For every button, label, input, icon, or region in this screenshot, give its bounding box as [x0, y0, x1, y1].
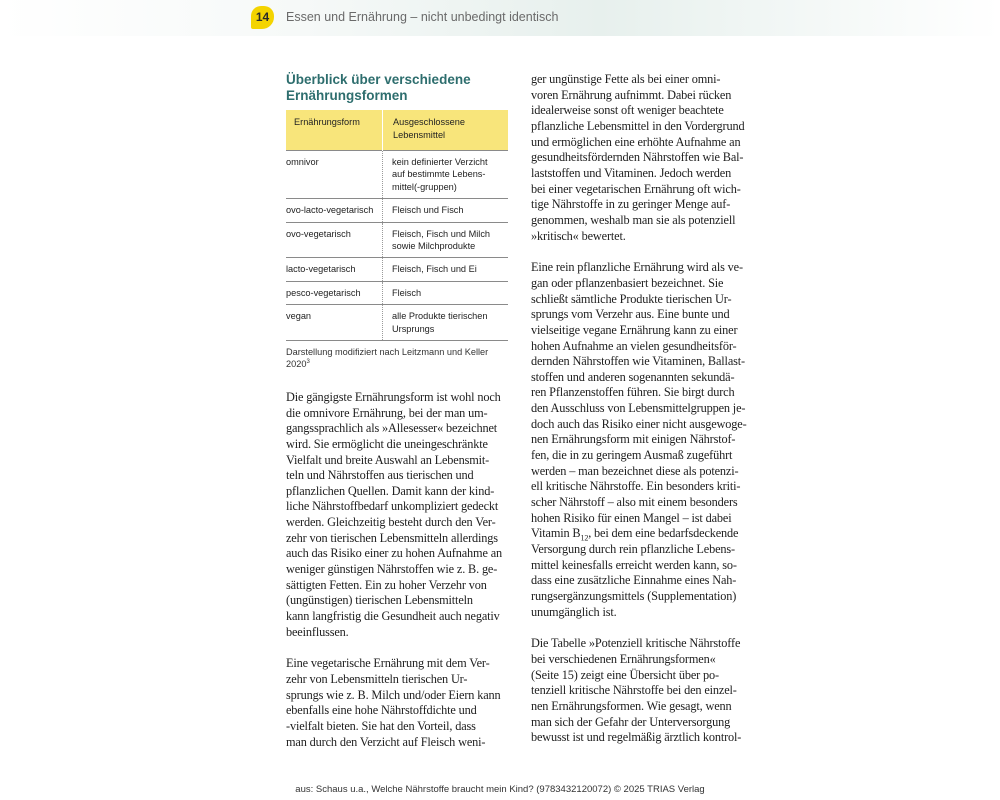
vitamin-b12-subscript: 12: [580, 533, 589, 543]
table-row: [286, 281, 508, 304]
table-cell-form: omnivor: [286, 151, 383, 199]
paragraph-vegan: [531, 260, 756, 620]
paragraph-omnivore: Die gängigste Ernährungsform ist wohl noch die omnivore Ernährung, bei der man um- gangssprachlich als »Allesesser« bezeichnet wird. Sie ermöglicht die uneingeschränkte Vielfalt und breite Auswahl an Lebensmit- teln und Nährstoffen aus tierischen und pflanzlichen Quellen. Damit kann der kind- liche Nährstoffbedarf unkompliziert gedeckt werden. Gleichzeitig besteht durch den Ver- zehr von tierischen Lebensmitteln allerdings auch das Risiko einer zu hohen Aufnahme an weniger günstigen Nährstoffen wie z. B. ge- sättigten Fetten. Ein zu hoher Verzehr von (ungünstigen) tierischen Lebensmitteln kann langfristig die Gesundheit auch negativ beeinflussen.: [286, 389, 503, 639]
table-cell-form: ovo-lacto-vegetarisch: [286, 199, 383, 222]
table-cell-excluded: kein definierter Verzicht auf bestimmte Lebens- mittel(-gruppen): [383, 151, 509, 199]
table-row: [286, 199, 508, 222]
table-row: [286, 305, 508, 341]
footer-citation: aus: Schaus u.a., Welche Nährstoffe braucht mein Kind? (9783432120072) © 2025 TRIAS Verlag: [295, 784, 705, 795]
table-cell-form: vegan: [286, 305, 383, 341]
table-header-form: Ernährungsform: [294, 117, 360, 127]
table-header-excluded: [383, 110, 509, 151]
page-number-badge: 14: [251, 6, 274, 29]
paragraph-vegan-part2: , bei dem eine bedarfsdeckende Versorgung durch rein pflanzliche Lebens- mittel keinesfalls erreicht werden kann, so- dass eine zusätzliche Einnahme eines Nah- rungsergänzungsmittels (Supplementation) unumgänglich ist.: [531, 526, 739, 619]
paragraph-vegan-part1: Eine rein pflanzliche Ernährung wird als ve- gan oder pflanzenbasiert bezeichnet. Sie schließt sämtliche Produkte tierischen Ur- sprungs vom Verzehr aus. Eine bunte und vielseitige vegane Ernährung kann zu einer hohen Aufnahme an vielen gesundheitsför- dernden Nährstoffen wie Vitaminen, Ballast- stoffen und anderen sogenannten sekundä- ren Pflanzenstoffen führen. Sie birgt durch den Ausschluss von Lebensmittelgruppen je- doch auch das Risiko einer nicht ausgewoge- nen Ernährungsform mit einigen Nährstof- fen, die in zu geringem Ausmaß zugeführt werden – man bezeichnet diese als potenzi- ell kritische Nährstoffe. Ein besonders kriti- scher Nährstoff – also mit einem besonders hohen Risiko für einen Mangel – ist dabei Vitamin B: [531, 260, 747, 541]
paragraph-vegetarian: Eine vegetarische Ernährung mit dem Ver- zehr von Lebensmitteln tierischen Ur- sprungs wie z. B. Milch und/oder Eiern kann ebenfalls eine hohe Nährstoffdichte und -vielfalt bieten. Sie hat den Vorteil, dass man durch den Verzicht auf Fleisch weni-: [286, 656, 501, 749]
nutrition-forms-table: [286, 110, 508, 341]
table-caption-line2: [286, 358, 508, 370]
table-row: [286, 258, 508, 281]
table-header-excluded-line2: Lebensmittel: [393, 130, 446, 140]
table-caption: [286, 346, 508, 371]
right-column: [531, 72, 756, 746]
table-cell-excluded: Fleisch: [383, 281, 509, 304]
table-caption-line1: Darstellung modifiziert nach Leitzmann und Keller: [286, 347, 489, 358]
paragraph-vegetarian-continued: ger ungünstige Fette als bei einer omni- voren Ernährung aufnimmt. Dabei rücken idealerweise sonst oft weniger beachtete pflanzliche Lebensmittel in den Vordergrund und ermöglichen eine erhöhte Aufnahme an gesundheitsfördernden Nährstoffen wie Bal- laststoffen und Vitaminen. Jedoch werden bei einer vegetarischen Ernährung oft wich- tige Nährstoffe in zu geringer Menge auf- genommen, weshalb man sie als potenziell »kritisch« bewertet.: [531, 72, 745, 243]
table-cell-form: lacto-vegetarisch: [286, 258, 383, 281]
table-row: [286, 222, 508, 258]
table-cell-excluded: Fleisch, Fisch und Ei: [383, 258, 509, 281]
table-cell-excluded: Fleisch und Fisch: [383, 199, 509, 222]
header-bar: [0, 0, 1000, 36]
table-cell-excluded: alle Produkte tierischen Ursprungs: [383, 305, 509, 341]
table-cell-form: pesco-vegetarisch: [286, 281, 383, 304]
table-title-line1: Überblick über verschiedene: [286, 72, 471, 87]
table-cell-form: ovo-vegetarisch: [286, 222, 383, 258]
table-caption-ref: 3: [306, 359, 310, 366]
table-header-row: [286, 110, 508, 151]
table-cell-excluded: Fleisch, Fisch und Milch sowie Milchprodukte: [383, 222, 509, 258]
left-column: [286, 72, 508, 750]
paragraph-table-reference: Die Tabelle »Potenziell kritische Nährstoffe bei verschiedenen Ernährungsformen« (Seite 15) zeigt eine Übersicht über po- tenziell kritische Nährstoffe bei den einzel- nen Ernährungsformen. Wie gesagt, wenn man sich der Gefahr der Unterversorgung bewusst ist und regelmäßig ärztlich kontrol-: [531, 636, 742, 745]
table-title: [286, 72, 508, 104]
table-caption-year: 2020: [286, 359, 307, 370]
running-head: Essen und Ernährung – nicht unbedingt identisch: [286, 10, 559, 24]
table-title-line2: Ernährungsformen: [286, 88, 408, 103]
table-row: [286, 151, 508, 199]
table-header-excluded-line1: Ausgeschlossene: [393, 117, 466, 127]
